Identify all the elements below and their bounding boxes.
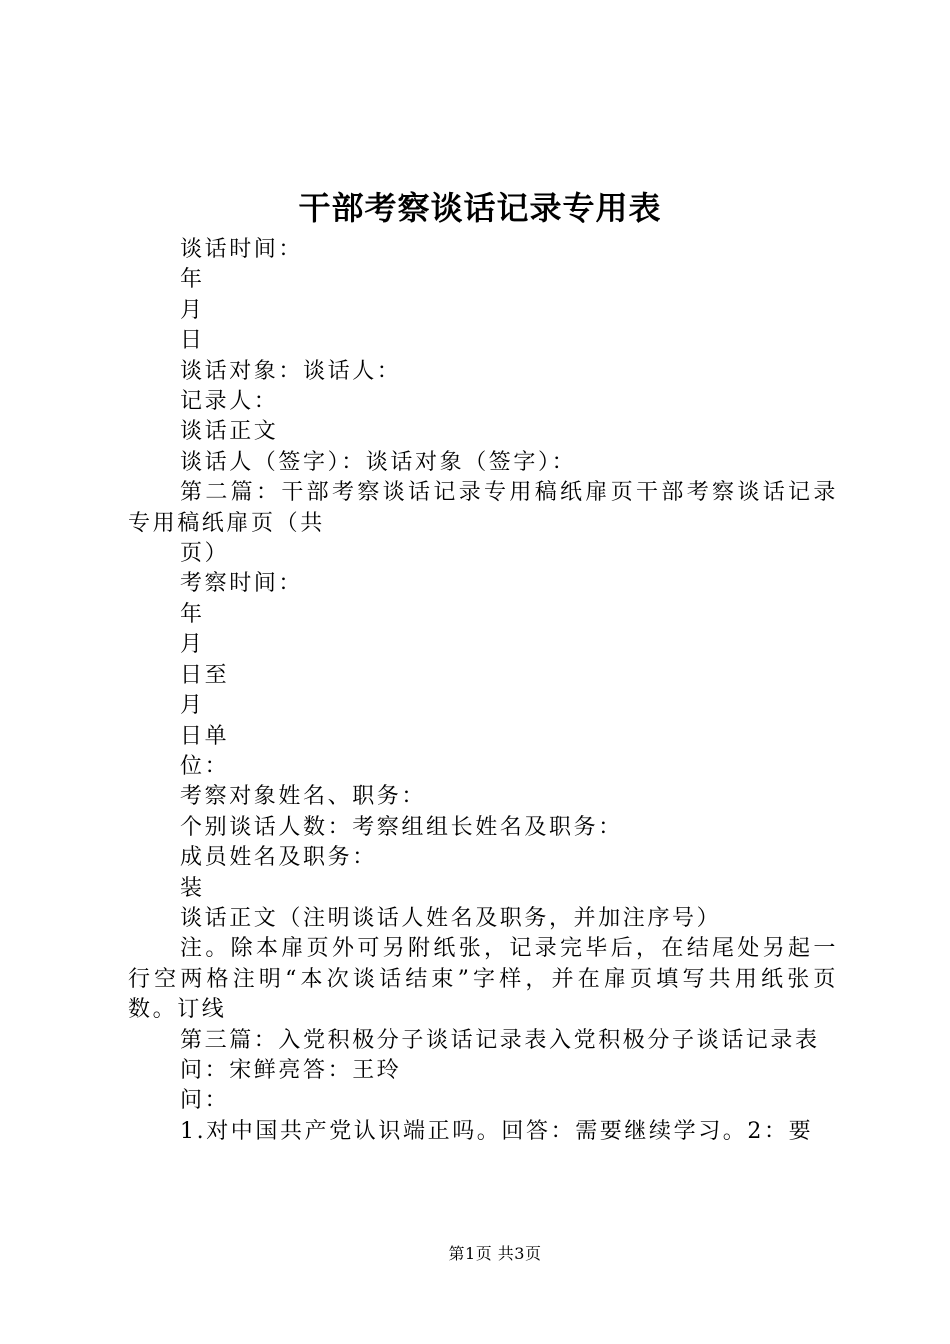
text-line-item-one: 1.对中国共产党认识端正吗。回答：需要继续学习。2：要 xyxy=(180,1118,814,1144)
text-line-day-unit: 日单 xyxy=(180,723,230,749)
paragraph-part-two: 第二篇：干部考察谈话记录专用稿纸扉页干部考察谈话记录专用稿纸扉页（共 xyxy=(128,480,838,536)
text-line-recorder: 记录人： xyxy=(180,389,279,415)
paragraph-part-three: 第三篇：入党积极分子谈话记录表入党积极分子谈话记录表 xyxy=(180,1027,820,1053)
text-line-day-to: 日至 xyxy=(180,662,230,688)
text-line-talk-time: 谈话时间： xyxy=(180,237,304,262)
text-line-talk-body-note: 谈话正文（注明谈话人姓名及职务，并加注序号） xyxy=(180,905,722,931)
text-line-inspection-time: 考察时间： xyxy=(180,571,304,597)
text-line-binding-mark: 装 xyxy=(180,875,205,901)
text-line-year-2: 年 xyxy=(180,601,205,627)
text-line-unit: 位： xyxy=(180,753,230,779)
paragraph-note: 注。除本扉页外可另附纸张，记录完毕后，在结尾处另起一行空两格注明“本次谈话结束”字样，并在扉页填写共用纸张页数。订线 xyxy=(128,936,838,1023)
text-line-question-answer: 问：宋鲜亮答：王玲 xyxy=(180,1057,402,1083)
text-line-question: 问： xyxy=(180,1088,230,1114)
page-footer: 第1页 共3页 xyxy=(448,1244,542,1263)
text-line-month-2: 月 xyxy=(180,632,205,658)
text-line-subject-name: 考察对象姓名、职务： xyxy=(180,784,427,810)
text-line-talk-body: 谈话正文 xyxy=(180,419,279,445)
text-line-pages: 页） xyxy=(180,541,230,567)
text-line-signatures: 谈话人（签字）：谈话对象（签字）： xyxy=(180,449,577,475)
text-line-members: 成员姓名及职务： xyxy=(180,845,377,871)
document-title: 干部考察谈话记录专用表 xyxy=(298,189,662,227)
text-line-day: 日 xyxy=(180,328,205,354)
text-line-year: 年 xyxy=(180,267,205,293)
text-line-talk-count: 个别谈话人数：考察组组长姓名及职务： xyxy=(180,814,623,840)
text-line-month: 月 xyxy=(180,297,205,323)
document-body xyxy=(128,235,838,1147)
text-line-month-3: 月 xyxy=(180,693,205,719)
text-line-talk-subject: 谈话对象：谈话人： xyxy=(180,358,402,384)
